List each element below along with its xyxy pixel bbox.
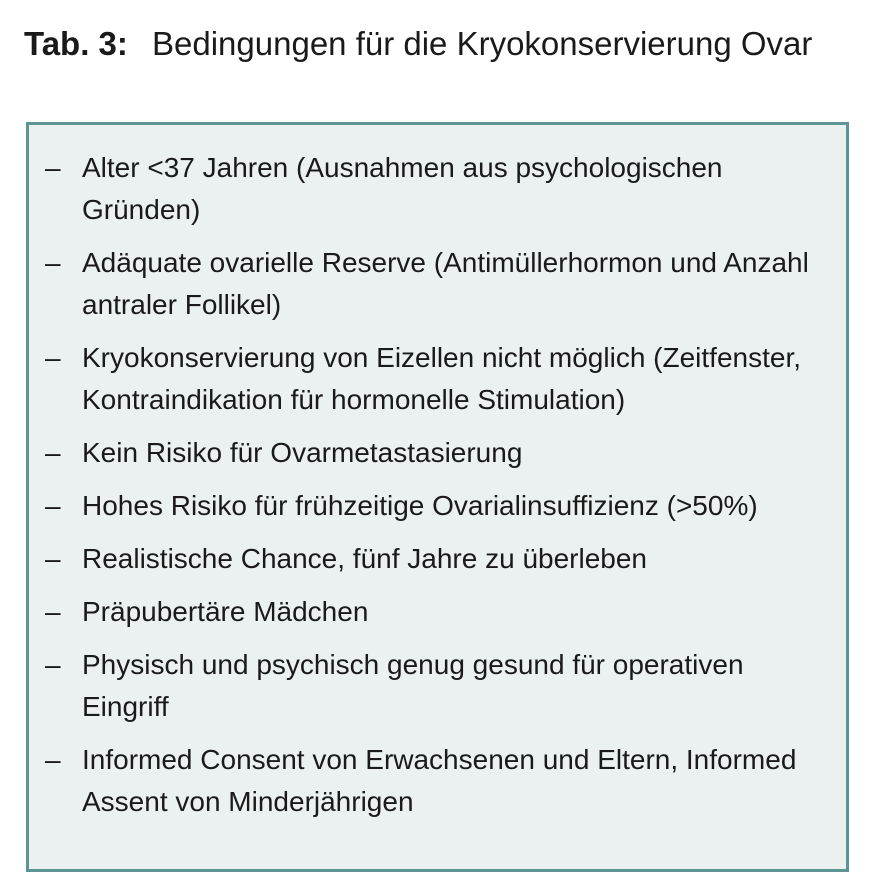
list-item <box>29 432 826 474</box>
dash-bullet: – <box>45 744 61 775</box>
dash-bullet: – <box>45 437 61 468</box>
dash-bullet: – <box>45 649 61 680</box>
list-item <box>29 337 826 421</box>
list-item-text: Physisch und psychisch genug gesund für operativen Eingriff <box>82 649 744 722</box>
list-item <box>29 242 826 326</box>
list-item <box>29 591 826 633</box>
dash-bullet: – <box>45 543 61 574</box>
list-item-text: Kein Risiko für Ovarmetastasierung <box>82 437 523 468</box>
list-item-text: Realistische Chance, fünf Jahre zu überleben <box>82 543 648 574</box>
list-item-text: Kryokonservierung von Eizellen nicht möglich (Zeitfenster, Kontraindikation für hormonelle Stimulation) <box>82 342 802 415</box>
conditions-list <box>29 125 846 823</box>
list-item-text: Adäquate ovarielle Reserve (Antimüllerhormon und Anzahl antraler Follikel) <box>82 247 809 320</box>
list-item <box>29 644 826 728</box>
conditions-panel <box>26 122 849 872</box>
list-item <box>29 485 826 527</box>
table-caption <box>24 22 854 65</box>
dash-bullet: – <box>45 342 61 373</box>
list-item-text: Informed Consent von Erwachsenen und Eltern, Informed Assent von Minderjährigen <box>82 744 797 817</box>
list-item-text: Präpubertäre Mädchen <box>82 596 369 627</box>
dash-bullet: – <box>45 152 61 183</box>
list-item-text: Hohes Risiko für frühzeitige Ovarialinsuffizienz (>50%) <box>82 490 758 521</box>
table-title: Bedingungen für die Kryokonservierung Ovar <box>152 25 813 62</box>
dash-bullet: – <box>45 247 61 278</box>
list-item <box>29 538 826 580</box>
list-item <box>29 739 826 823</box>
list-item-text: Alter <37 Jahren (Ausnahmen aus psychologischen Gründen) <box>82 152 723 225</box>
list-item <box>29 147 826 231</box>
dash-bullet: – <box>45 490 61 521</box>
dash-bullet: – <box>45 596 61 627</box>
table-label: Tab. 3: <box>24 25 128 62</box>
